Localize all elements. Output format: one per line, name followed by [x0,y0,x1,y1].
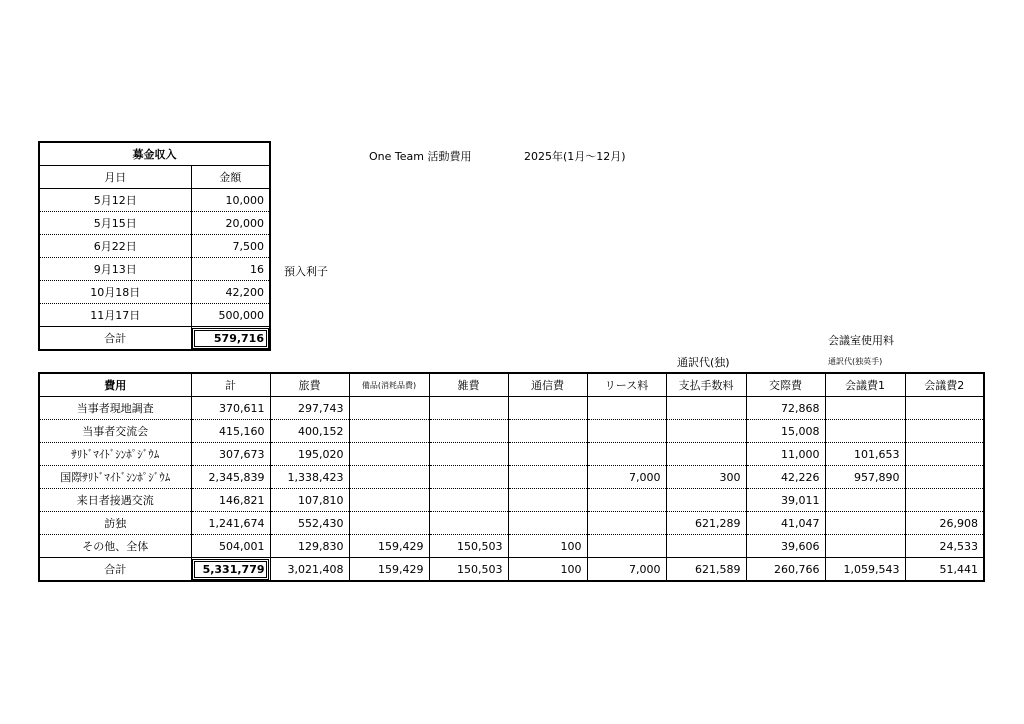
expense-header: 雑費 [429,373,508,397]
income-header-amount: 金額 [191,166,270,189]
expense-cell: 107,810 [270,489,349,512]
expense-cell [666,443,746,466]
expense-cell [508,466,587,489]
expense-cell [587,512,666,535]
expense-cell: 307,673 [191,443,270,466]
expense-cell [587,489,666,512]
expense-cell [905,397,984,420]
expense-header: 通信費 [508,373,587,397]
income-date: 10月18日 [39,281,191,304]
expense-cell [508,512,587,535]
income-title: 募金収入 [39,142,270,166]
expense-cell: 415,160 [191,420,270,443]
expense-cell [666,397,746,420]
income-amount: 500,000 [191,304,270,327]
expense-cell: 101,653 [825,443,905,466]
expense-category: 当事者交流会 [39,420,191,443]
expense-cell [666,489,746,512]
interpreter-de-en-note: 通訳代(独英手) [828,357,883,366]
income-table [38,141,271,351]
meeting-room-note: 会議室使用料 [828,334,894,347]
interest-note: 預入利子 [284,265,328,278]
expense-header: 備品(消耗品費) [349,373,429,397]
expense-cell: 15,008 [746,420,825,443]
expense-total-cell: 7,000 [587,558,666,582]
expense-cell [349,397,429,420]
income-row [39,258,270,281]
expense-header: 旅費 [270,373,349,397]
expense-cell: 146,821 [191,489,270,512]
expense-cell: 300 [666,466,746,489]
expense-cell [508,443,587,466]
expense-cell [349,489,429,512]
expense-cell [349,512,429,535]
expense-row [39,535,984,558]
expense-cell: 129,830 [270,535,349,558]
income-date: 9月13日 [39,258,191,281]
expense-cell [508,489,587,512]
expense-row [39,443,984,466]
expense-row [39,466,984,489]
expense-total-cell: 3,021,408 [270,558,349,582]
income-header-date: 月日 [39,166,191,189]
expense-cell [587,443,666,466]
expense-header: 交際費 [746,373,825,397]
expense-cell: 957,890 [825,466,905,489]
expense-cell [825,512,905,535]
expense-cell: 552,430 [270,512,349,535]
income-date: 11月17日 [39,304,191,327]
expense-cell: 621,289 [666,512,746,535]
expense-total-row [39,558,984,582]
expense-cell [825,489,905,512]
expense-cell [825,420,905,443]
expense-category: その他、全体 [39,535,191,558]
expense-header: 費用 [39,373,191,397]
interpreter-de-note: 通訳代(独) [677,356,730,369]
expense-cell: 41,047 [746,512,825,535]
expense-cell [587,535,666,558]
expense-cell: 24,533 [905,535,984,558]
expense-cell [666,420,746,443]
income-total-label: 合計 [39,327,191,351]
expense-total-cell: 260,766 [746,558,825,582]
expense-cell [587,420,666,443]
expense-cell [429,512,508,535]
expense-cell [905,420,984,443]
expense-cell: 297,743 [270,397,349,420]
income-amount: 7,500 [191,235,270,258]
expense-total-cell: 621,589 [666,558,746,582]
document-period: 2025年(1月〜12月) [524,150,626,163]
expense-cell [825,397,905,420]
expense-cell: 39,606 [746,535,825,558]
expense-cell [905,466,984,489]
expense-cell: 2,345,839 [191,466,270,489]
expense-cell: 7,000 [587,466,666,489]
income-amount: 42,200 [191,281,270,304]
expense-cell [429,466,508,489]
income-amount: 16 [191,258,270,281]
expense-cell [905,489,984,512]
expense-category: 来日者接遇交流 [39,489,191,512]
expense-cell [825,535,905,558]
expense-header: 計 [191,373,270,397]
income-date: 6月22日 [39,235,191,258]
expense-cell: 150,503 [429,535,508,558]
expense-row [39,489,984,512]
expense-header: 支払手数料 [666,373,746,397]
income-row [39,212,270,235]
expense-cell: 1,241,674 [191,512,270,535]
expense-total-cell: 150,503 [429,558,508,582]
expense-category: 国際ｻﾘﾄﾞﾏｲﾄﾞｼﾝﾎﾟｼﾞｳﾑ [39,466,191,489]
expense-cell [349,466,429,489]
expense-cell [666,535,746,558]
expense-category: ｻﾘﾄﾞﾏｲﾄﾞｼﾝﾎﾟｼﾞｳﾑ [39,443,191,466]
income-date: 5月12日 [39,189,191,212]
income-row [39,304,270,327]
income-row [39,281,270,304]
expense-row [39,420,984,443]
expense-cell [429,489,508,512]
income-date: 5月15日 [39,212,191,235]
income-amount: 10,000 [191,189,270,212]
income-total-value: 579,716 [191,327,270,351]
expense-cell: 42,226 [746,466,825,489]
expense-total-cell: 51,441 [905,558,984,582]
expense-cell [429,420,508,443]
expense-cell: 11,000 [746,443,825,466]
document-title: One Team 活動費用 [369,150,472,163]
expense-total-cell: 159,429 [349,558,429,582]
expense-row [39,397,984,420]
expense-header: 会議費1 [825,373,905,397]
expense-cell: 400,152 [270,420,349,443]
expense-cell [349,443,429,466]
expenses-table [38,372,985,582]
expense-category: 訪独 [39,512,191,535]
expense-total-cell: 1,059,543 [825,558,905,582]
expense-cell: 1,338,423 [270,466,349,489]
expense-cell: 72,868 [746,397,825,420]
expense-cell [429,443,508,466]
expense-cell [349,420,429,443]
expense-header: リース料 [587,373,666,397]
expense-cell: 504,001 [191,535,270,558]
expense-cell: 100 [508,535,587,558]
expense-category: 当事者現地調査 [39,397,191,420]
expense-total-cell: 100 [508,558,587,582]
expense-cell [429,397,508,420]
expense-row [39,512,984,535]
expense-cell: 39,011 [746,489,825,512]
expense-grand-total: 5,331,779 [191,558,270,582]
expense-total-label: 合計 [39,558,191,582]
income-row [39,235,270,258]
expense-cell [905,443,984,466]
expense-cell [508,397,587,420]
expense-cell: 26,908 [905,512,984,535]
expense-cell: 159,429 [349,535,429,558]
expense-cell: 195,020 [270,443,349,466]
expense-cell [587,397,666,420]
expense-header: 会議費2 [905,373,984,397]
income-amount: 20,000 [191,212,270,235]
expense-cell: 370,611 [191,397,270,420]
expense-cell [508,420,587,443]
income-row [39,189,270,212]
